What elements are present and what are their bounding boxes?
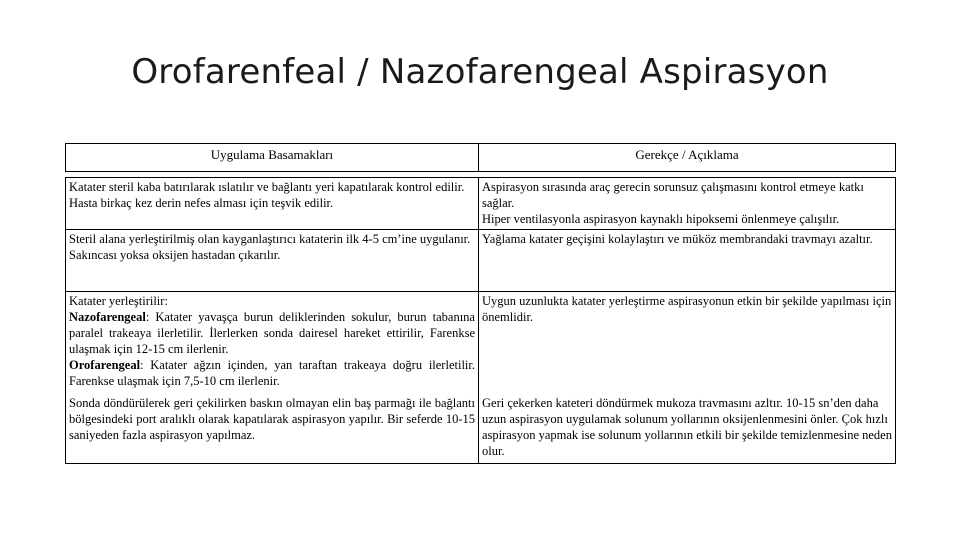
method-description: : Katater yavaşça burun deliklerinden sokulur, burun tabanına paralel trakeaya ilerletilir. İlerlerken sonda dairesel hareket ettirilir, Farenkse ulaşmak için 12-15 cm ilerlenir. [69, 310, 475, 356]
rationale-cell [479, 178, 896, 230]
step-text-orofarengeal [69, 357, 475, 389]
step-text: Katater steril kaba batırılarak ıslatılır ve bağlantı yeri kapatılarak kontrol edilir. [69, 180, 465, 194]
header-rationale: Gerekçe / Açıklama [479, 144, 896, 172]
step-text: Hasta birkaç kez derin nefes alması için teşvik edilir. [69, 196, 334, 210]
rationale-cell [479, 230, 896, 292]
rationale-text: Geri çekerken kateteri döndürmek mukoza travmasını azltır. 10-15 sn’den daha uzun aspirasyon uygulamak solunum yollarının oksijenlenmesini önler. Çok hızlı aspirasyon yapmak ise solunum yollarının etkili bir şekilde temizlenmesine neden olur. [482, 396, 892, 458]
step-cell [66, 178, 479, 230]
rationale-text: Hiper ventilasyonla aspirasyon kaynaklı hipoksemi önlenmeye çalışılır. [482, 212, 840, 226]
table-header-row [66, 144, 896, 172]
step-text: Steril alana yerleştirilmiş olan kayganlaştırıcı kataterin ilk 4-5 cm’ine uygulanır. [69, 232, 471, 246]
method-label: Orofarengeal [69, 358, 141, 372]
rationale-text: Aspirasyon sırasında araç gerecin sorunsuz çalışmasını kontrol etmeye katkı sağlar. [482, 180, 864, 210]
table-row [66, 394, 896, 464]
step-text: Sakıncası yoksa oksijen hastadan çıkarılır. [69, 248, 281, 262]
rationale-text: Uygun uzunlukta katater yerleştirme aspirasyonun etkin bir şekilde yapılması için önemlidir. [482, 294, 892, 324]
method-label: Nazofarengeal [69, 310, 146, 324]
step-text-nazofarengeal [69, 309, 475, 357]
step-cell [66, 394, 479, 464]
step-cell [66, 230, 479, 292]
rationale-cell [479, 292, 896, 395]
table-row [66, 178, 896, 230]
method-description: : Katater ağzın içinden, yan taraftan trakeaya doğru ilerletilir. Farenkse ulaşmak için 7,5-10 cm ilerlenir. [69, 358, 475, 388]
table-row [66, 292, 896, 395]
slide-title: Orofarenfeal / Nazofarengeal Aspirasyon [131, 52, 829, 92]
table-row [66, 230, 896, 292]
header-steps: Uygulama Basamakları [66, 144, 479, 172]
step-text: Sonda döndürülerek geri çekilirken baskın olmayan elin baş parmağı ile bağlantı bölgesindeki port aralıklı olarak kapatılarak aspirasyon yapılır. Bir seferde 10-15 saniyeden fazla aspirasyon yapılmaz. [69, 396, 475, 442]
rationale-cell [479, 394, 896, 464]
rationale-text: Yağlama katater geçişini kolaylaştırı ve müköz membrandaki travmayı azaltır. [482, 232, 873, 246]
procedure-table [65, 143, 896, 464]
step-text: Katater yerleştirilir: [69, 294, 168, 308]
step-cell [66, 292, 479, 395]
